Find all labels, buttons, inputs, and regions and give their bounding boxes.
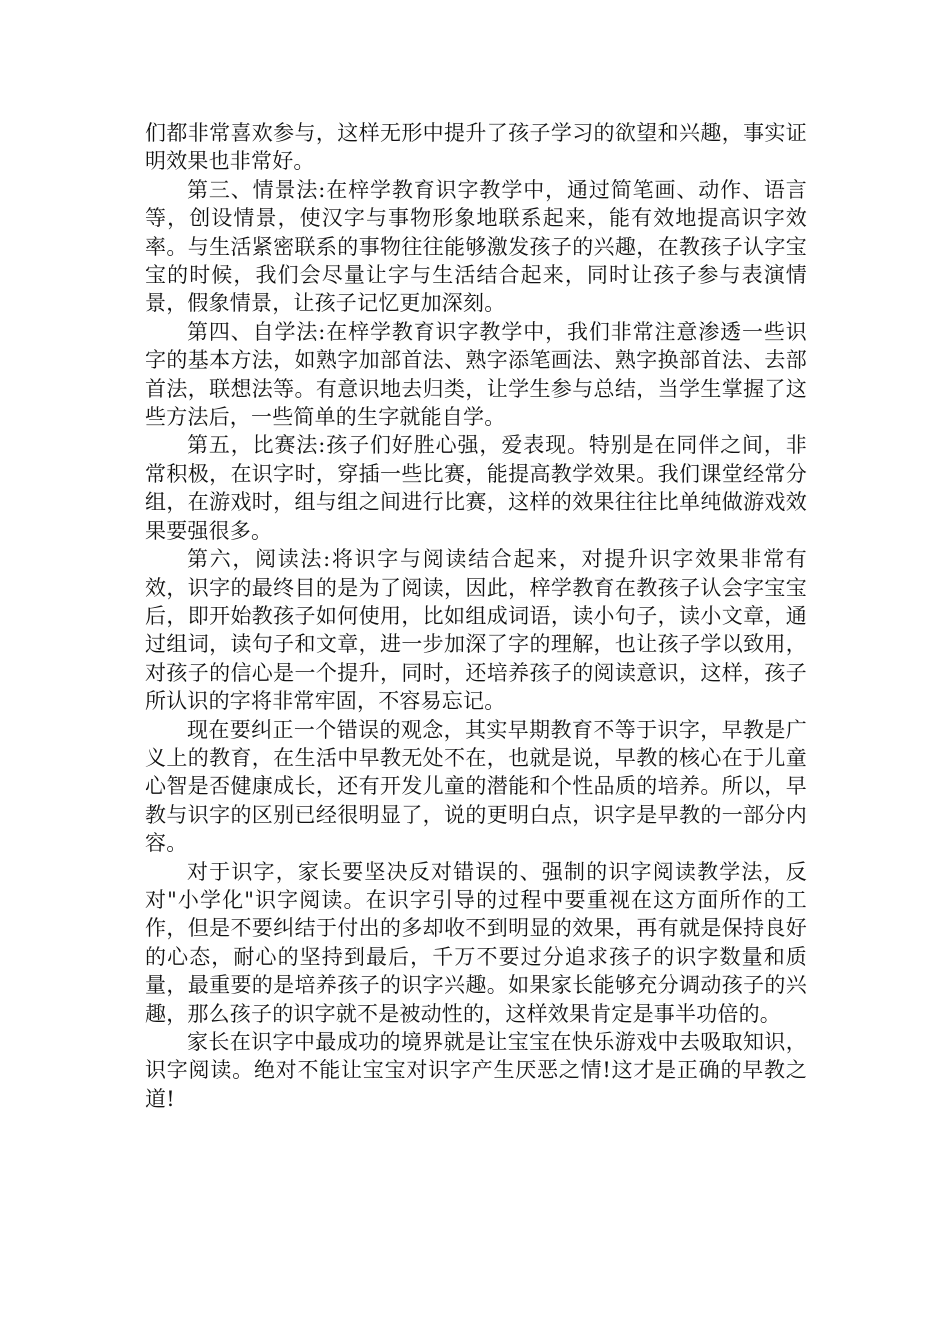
paragraph-competition-method: 第五，比赛法:孩子们好胜心强，爱表现。特别是在同伴之间，非常积极，在识字时，穿插一些比赛，能提高教学效果。我们课堂经常分组，在游戏时，组与组之间进行比赛，这样的效果往往比单纯做游戏效果要强很多。 xyxy=(145,433,807,543)
paragraph-early-education: 现在要纠正一个错误的观念，其实早期教育不等于识字，早教是广义上的教育，在生活中早教无处不在，也就是说，早教的核心在于儿童心智是否健康成长，还有开发儿童的潜能和个性品质的培养。所以，早教与识字的区别已经很明显了，说的更明白点，识字是早教的一部分内容。 xyxy=(145,717,807,856)
paragraph-self-study-method: 第四、自学法:在梓学教育识字教学中，我们非常注意渗透一些识字的基本方法，如熟字加部首法、熟字添笔画法、熟字换部首法、去部首法，联想法等。有意识地去归类，让学生参与总结，当学生掌握了这些方法后，一些简单的生字就能自学。 xyxy=(145,319,807,430)
paragraph-conclusion: 家长在识字中最成功的境界就是让宝宝在快乐游戏中去吸取知识，识字阅读。绝对不能让宝宝对识字产生厌恶之情!这才是正确的早教之道! xyxy=(145,1030,807,1111)
paragraph-reading-method: 第六，阅读法:将识字与阅读结合起来，对提升识字效果非常有效，识字的最终目的是为了阅读，因此，梓学教育在教孩子认会字宝宝后，即开始教孩子如何使用，比如组成词语，读小句子，读小文章，通过组词，读句子和文章，进一步加深了字的理解，也让孩子学以致用，对孩子的信心是一个提升，同时，还培养孩子的阅读意识，这样，孩子所认识的字将非常牢固，不容易忘记。 xyxy=(145,547,807,714)
document-body xyxy=(145,119,807,1113)
paragraph-scenario-method: 第三、情景法:在梓学教育识字教学中，通过简笔画、动作、语言等，创设情景，使汉字与事物形象地联系起来，能有效地提高识字效率。与生活紧密联系的事物往往能够激发孩子的兴趣，在教孩子认字宝宝的时候，我们会尽量让字与生活结合起来，同时让孩子参与表演情景，假象情景，让孩子记忆更加深刻。 xyxy=(145,177,807,316)
paragraph-continued: 们都非常喜欢参与，这样无形中提升了孩子学习的欲望和兴趣，事实证明效果也非常好。 xyxy=(145,121,807,174)
paragraph-parent-attitude: 对于识字，家长要坚决反对错误的、强制的识字阅读教学法，反对"小学化"识字阅读。在识字引导的过程中要重视在这方面所作的工作，但是不要纠结于付出的多却收不到明显的效果，再有就是保持良好的心态，耐心的坚持到最后，千万不要过分追求孩子的识字数量和质量，最重要的是培养孩子的识字兴趣。如果家长能够充分调动孩子的兴趣，那么孩子的识字就不是被动性的，这样效果肯定是事半功倍的。 xyxy=(145,859,807,1026)
